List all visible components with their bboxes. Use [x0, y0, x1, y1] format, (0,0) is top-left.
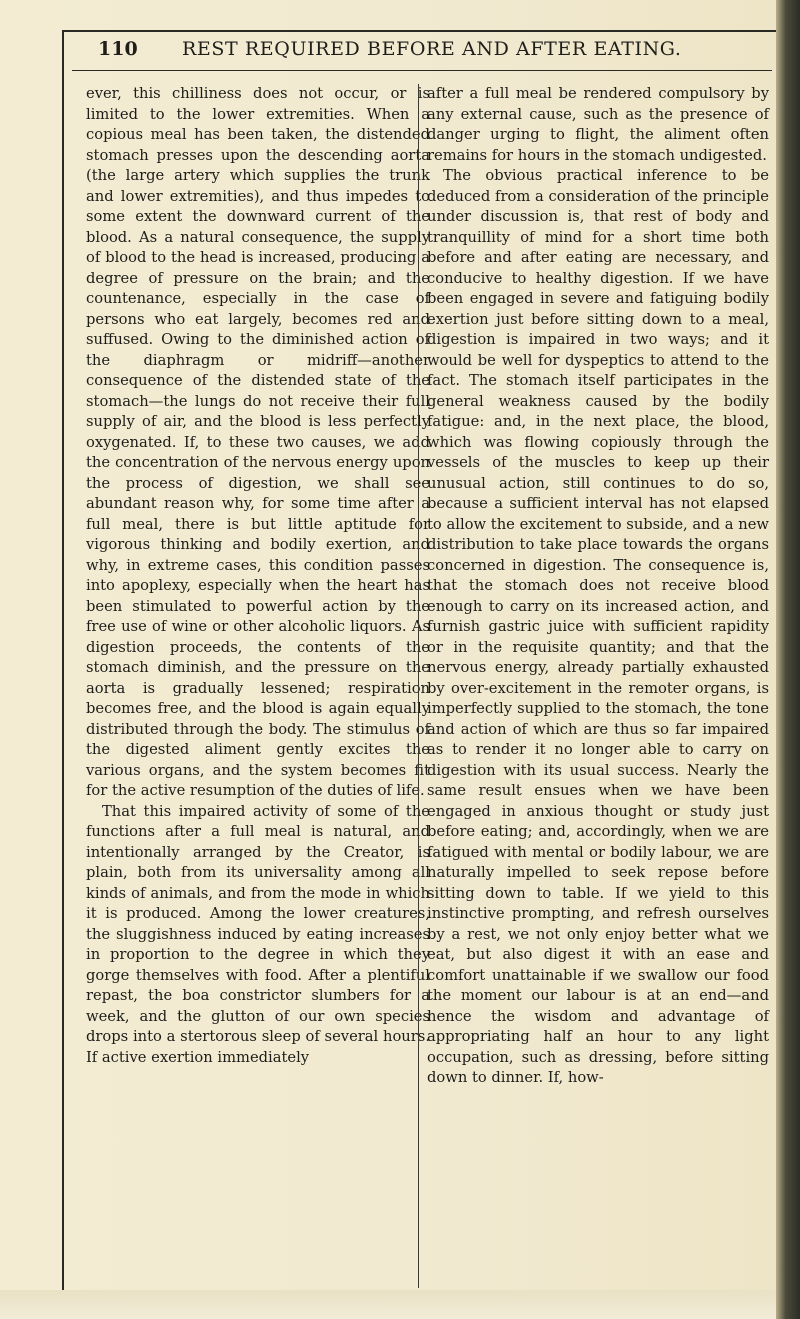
paragraph: after a full meal be rendered compulsory by any external cause, such as the presence of danger urging to flight, the aliment often remains for hours in the stomach undigested. [427, 85, 769, 164]
text-column-left [86, 84, 430, 1068]
page-frame-left-rule [62, 30, 64, 1292]
page-header [72, 34, 772, 71]
paragraph: The obvious practical inference to be deduced from a consideration of the principle under discussion is, that rest of body and tranquillity of mind for a short time both before and after eating are necessary, and conducive to healthy digestion. If we have been engaged in severe and fatiguing bodily exertion just before sitting down to a meal, digestion is impaired in two ways; and it would be well for dyspeptics to attend to the fact. The stomach itself participates in the general weakness caused by the bodily fatigue: and, in the next place, the blood, which was flowing copiously through the vessels of the muscles to keep up their unusual action, still continues to do so, because a sufficient interval has not elapsed to allow the excitement to subside, and a new distribution to take place towards the organs concerned in digestion. The consequence is, that the stomach does not receive blood enough to carry on its increased action, and furnish gastric juice with sufficient rapidity or in the requisite quantity; and that the nervous energy, already partially exhausted by over-excitement in the remoter organs, is imperfectly supplied to the stomach, the tone and action of which are thus so far impaired as to render it no longer able to carry on digestion with its usual success. Nearly the same result ensues when we have been engaged in anxious thought or study just before eating; and, accordingly, when we are fatigued with mental or bodily labour, we are naturally impelled to seek repose before sitting down to table. If we yield to this instinctive prompting, and refresh ourselves by a rest, we not only enjoy better what we eat, but also digest it with an ease and comfort unattainable if we swallow our food the moment our labour is at an end—and hence the wisdom and advantage of appropriating half an hour to any light occupation, such as dressing, before sitting down to dinner. If, how- [427, 167, 769, 1086]
running-head: REST REQUIRED BEFORE AND AFTER EATING. [182, 38, 682, 60]
page-frame-top-rule [62, 30, 782, 32]
paragraph: That this impaired activity of some of the functions after a full meal is natural, and intentionally arranged by the Creator, is plain, both from its universality among all kinds of animals, and from the mode in which it is produced. Among the lower creatures, the sluggishness induced by eating increases in proportion to the degree in which they gorge themselves with food. After a plentiful repast, the boa constrictor slumbers for a week, and the glutton of our own species drops into a stertorous sleep of several hours. If active exertion immediately [86, 802, 430, 1066]
scan-right-edge [776, 0, 800, 1319]
page-number: 110 [98, 38, 138, 60]
column-divider [418, 84, 419, 1288]
paragraph: ever, this chilliness does not occur, or is limited to the lower extremities. When a copious meal has been taken, the distended stomach presses upon the descending aorta (the large artery which supplies the trunk and lower extremities), and thus impedes to some extent the downward current of the blood. As a natural consequence, the supply of blood to the head is increased, producing a degree of pressure on the brain; and the countenance, especially in the case of persons who eat largely, becomes red and suffused. Owing to the diminished action of the diaphragm or midriff—another consequence of the distended state of the stomach—the lungs do not receive their full supply of air, and the blood is less perfectly oxygenated. If, to these two causes, we add the concentration of the nervous energy upon the process of digestion, we shall see abundant reason why, for some time after a full meal, there is but little aptitude for vigorous thinking and bodily exertion, and why, in extreme cases, this condition passes into apoplexy, especially when the heart has been stimulated to powerful action by the free use of wine or other alcoholic liquors. As digestion proceeds, the contents of the stomach diminish, and the pressure on the aorta is gradually lessened; respiration becomes free, and the blood is again equally distributed through the body. The stimulus of the digested aliment gently excites the various organs, and the system becomes fit for the active resumption of the duties of life. [86, 85, 430, 799]
scan-bottom-margin [0, 1290, 800, 1319]
text-column-right [427, 84, 769, 1089]
